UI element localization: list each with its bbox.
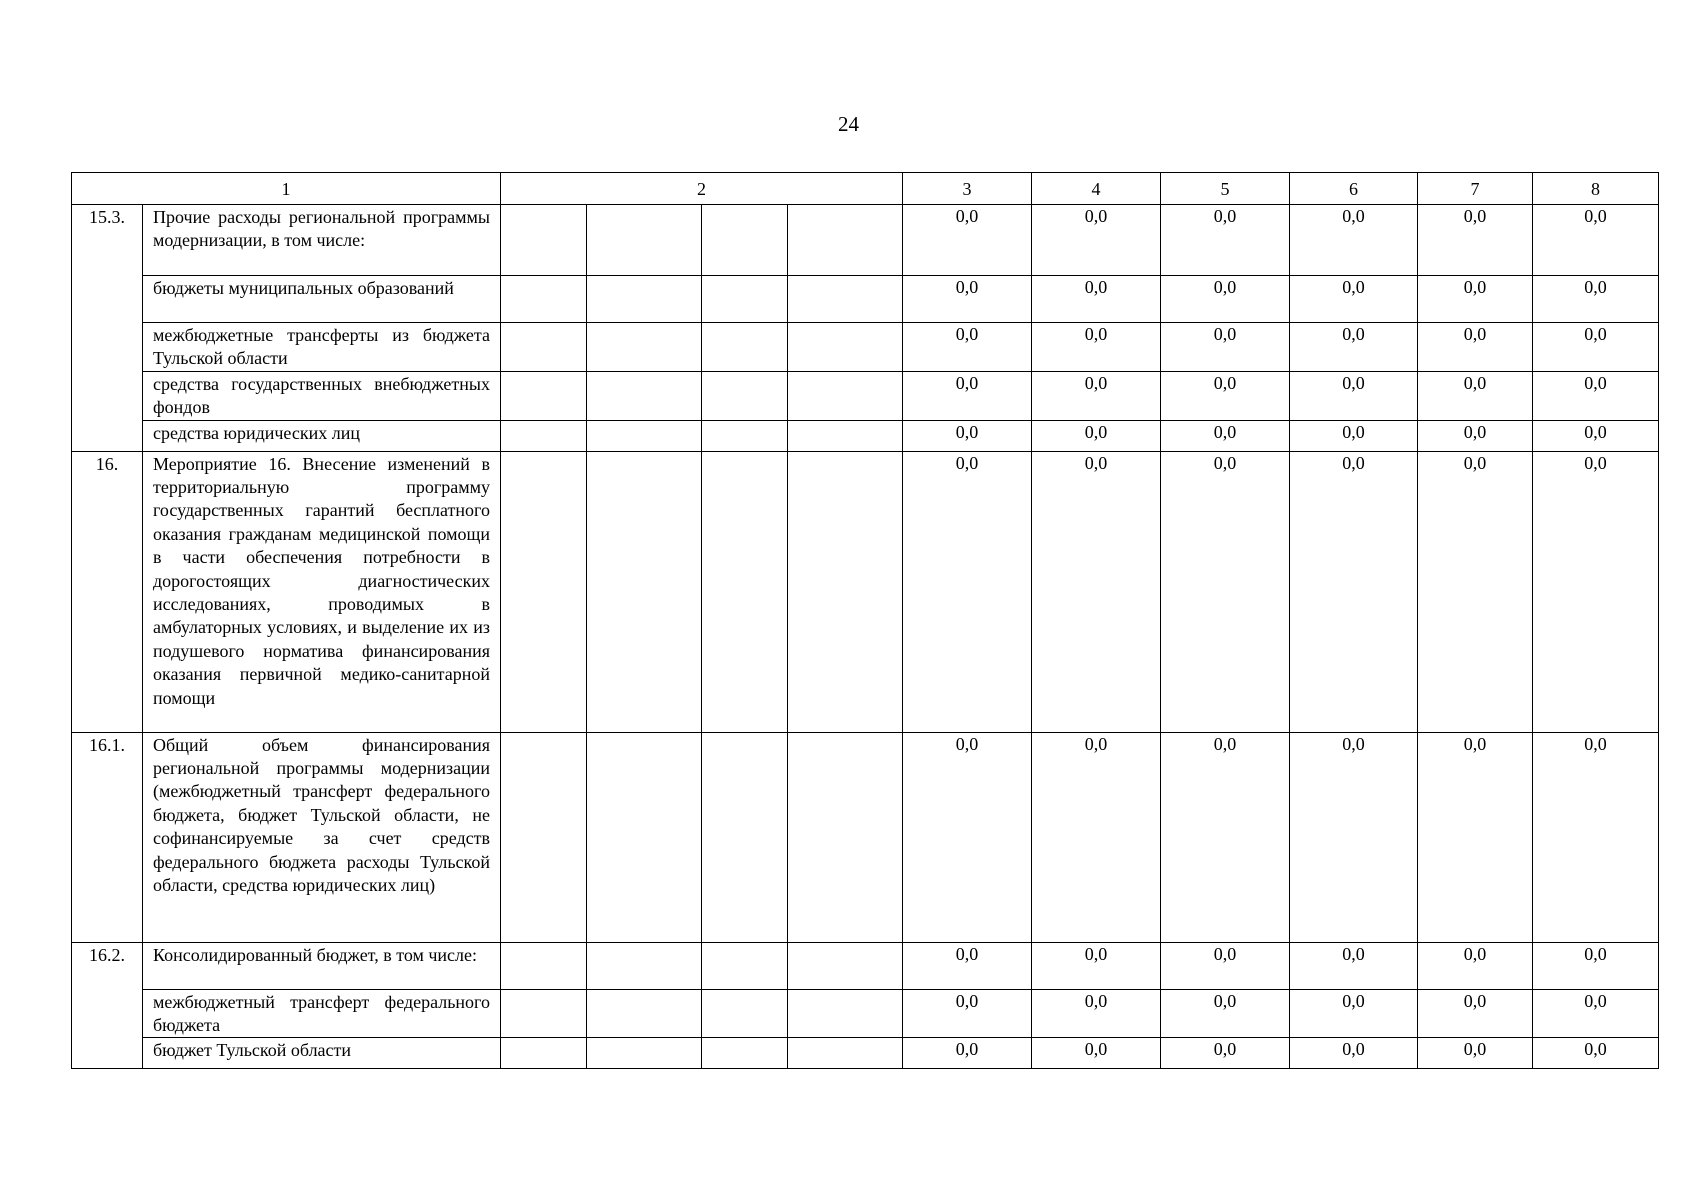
value-cell: 0,0 xyxy=(1290,989,1418,1038)
row-description: межбюджетный трансферт федерального бюджета xyxy=(143,989,501,1038)
row-index xyxy=(72,1038,143,1069)
value-cell: 0,0 xyxy=(1032,276,1161,323)
row-description: межбюджетные трансферты из бюджета Тульской области xyxy=(143,323,501,372)
value-cell: 0,0 xyxy=(1290,732,1418,942)
value-cell: 0,0 xyxy=(1161,323,1290,372)
row-description: бюджеты муниципальных образований xyxy=(143,276,501,323)
row-index: 15.3. xyxy=(72,205,143,276)
value-cell: 0,0 xyxy=(1032,1038,1161,1069)
table-row xyxy=(72,205,1659,276)
value-cell: 0,0 xyxy=(1418,323,1533,372)
value-cell: 0,0 xyxy=(1418,989,1533,1038)
value-cell: 0,0 xyxy=(1161,276,1290,323)
row-description: Прочие расходы региональной программы модернизации, в том числе: xyxy=(143,205,501,276)
value-cell: 0,0 xyxy=(1418,451,1533,732)
value-cell: 0,0 xyxy=(1290,942,1418,989)
value-cell: 0,0 xyxy=(1032,323,1161,372)
value-cell: 0,0 xyxy=(1032,732,1161,942)
row-description: средства государственных внебюджетных фондов xyxy=(143,371,501,420)
page-number: 24 xyxy=(838,112,859,136)
row-index xyxy=(72,276,143,323)
value-cell: 0,0 xyxy=(1161,451,1290,732)
header-cell-3: 3 xyxy=(903,173,1032,205)
value-cell: 0,0 xyxy=(903,371,1032,420)
row-index xyxy=(72,420,143,451)
value-cell: 0,0 xyxy=(1533,371,1659,420)
budget-table xyxy=(71,172,1659,1069)
value-cell: 0,0 xyxy=(1161,420,1290,451)
value-cell: 0,0 xyxy=(1533,276,1659,323)
value-cell: 0,0 xyxy=(1533,323,1659,372)
value-cell: 0,0 xyxy=(1418,942,1533,989)
value-cell: 0,0 xyxy=(1533,989,1659,1038)
value-cell: 0,0 xyxy=(1418,732,1533,942)
value-cell: 0,0 xyxy=(1290,205,1418,276)
row-description: бюджет Тульской области xyxy=(143,1038,501,1069)
row-index xyxy=(72,323,143,372)
table-row xyxy=(72,1038,1659,1069)
header-cell-2: 2 xyxy=(501,173,903,205)
value-cell: 0,0 xyxy=(1032,942,1161,989)
value-cell: 0,0 xyxy=(1533,1038,1659,1069)
table-row xyxy=(72,371,1659,420)
value-cell: 0,0 xyxy=(903,989,1032,1038)
value-cell: 0,0 xyxy=(1290,371,1418,420)
value-cell: 0,0 xyxy=(1418,205,1533,276)
row-description: Консолидированный бюджет, в том числе: xyxy=(143,942,501,989)
value-cell: 0,0 xyxy=(1161,1038,1290,1069)
header-cell-7: 7 xyxy=(1418,173,1533,205)
table-row xyxy=(72,989,1659,1038)
table-row xyxy=(72,276,1659,323)
row-description: средства юридических лиц xyxy=(143,420,501,451)
table-row xyxy=(72,420,1659,451)
table-row xyxy=(72,323,1659,372)
value-cell: 0,0 xyxy=(1161,732,1290,942)
row-index xyxy=(72,989,143,1038)
row-description: Общий объем финансирования региональной программы модернизации (межбюджетный трансферт федерального бюджета, бюджет Тульской области, не софинансируемые за счет средств федерального бюджета расходы Тульской области, средства юридических лиц) xyxy=(143,732,501,942)
value-cell: 0,0 xyxy=(903,420,1032,451)
row-index: 16.2. xyxy=(72,942,143,989)
header-cell-8: 8 xyxy=(1533,173,1659,205)
value-cell: 0,0 xyxy=(1533,420,1659,451)
row-index: 16. xyxy=(72,451,143,732)
value-cell: 0,0 xyxy=(1161,371,1290,420)
value-cell: 0,0 xyxy=(1032,371,1161,420)
value-cell: 0,0 xyxy=(1290,420,1418,451)
value-cell: 0,0 xyxy=(1032,205,1161,276)
value-cell: 0,0 xyxy=(903,451,1032,732)
value-cell: 0,0 xyxy=(1533,205,1659,276)
value-cell: 0,0 xyxy=(1533,942,1659,989)
table-row xyxy=(72,451,1659,732)
value-cell: 0,0 xyxy=(1418,371,1533,420)
header-row xyxy=(72,173,1659,205)
header-cell-4: 4 xyxy=(1032,173,1161,205)
header-cell-5: 5 xyxy=(1161,173,1290,205)
table-row xyxy=(72,942,1659,989)
header-cell-1: 1 xyxy=(72,173,501,205)
value-cell: 0,0 xyxy=(903,942,1032,989)
value-cell: 0,0 xyxy=(1032,420,1161,451)
value-cell: 0,0 xyxy=(1161,942,1290,989)
row-index xyxy=(72,371,143,420)
value-cell: 0,0 xyxy=(1290,451,1418,732)
row-description: Мероприятие 16. Внесение изменений в территориальную программу государственных гарантий бесплатного оказания гражданам медицинской помощи в части обеспечения потребности в дорогостоящих диагностических исследованиях, проводимых в амбулаторных условиях, и выделение их из подушевого норматива финансирования оказания первичной медико-санитарной помощи xyxy=(143,451,501,732)
value-cell: 0,0 xyxy=(1032,451,1161,732)
value-cell: 0,0 xyxy=(1533,451,1659,732)
value-cell: 0,0 xyxy=(1418,1038,1533,1069)
value-cell: 0,0 xyxy=(1290,1038,1418,1069)
value-cell: 0,0 xyxy=(1161,205,1290,276)
value-cell: 0,0 xyxy=(1418,276,1533,323)
value-cell: 0,0 xyxy=(1533,732,1659,942)
value-cell: 0,0 xyxy=(903,1038,1032,1069)
value-cell: 0,0 xyxy=(903,323,1032,372)
value-cell: 0,0 xyxy=(903,205,1032,276)
value-cell: 0,0 xyxy=(1418,420,1533,451)
value-cell: 0,0 xyxy=(1161,989,1290,1038)
value-cell: 0,0 xyxy=(903,276,1032,323)
header-cell-6: 6 xyxy=(1290,173,1418,205)
value-cell: 0,0 xyxy=(1290,323,1418,372)
row-index: 16.1. xyxy=(72,732,143,942)
table-row xyxy=(72,732,1659,942)
value-cell: 0,0 xyxy=(1032,989,1161,1038)
value-cell: 0,0 xyxy=(903,732,1032,942)
value-cell: 0,0 xyxy=(1290,276,1418,323)
